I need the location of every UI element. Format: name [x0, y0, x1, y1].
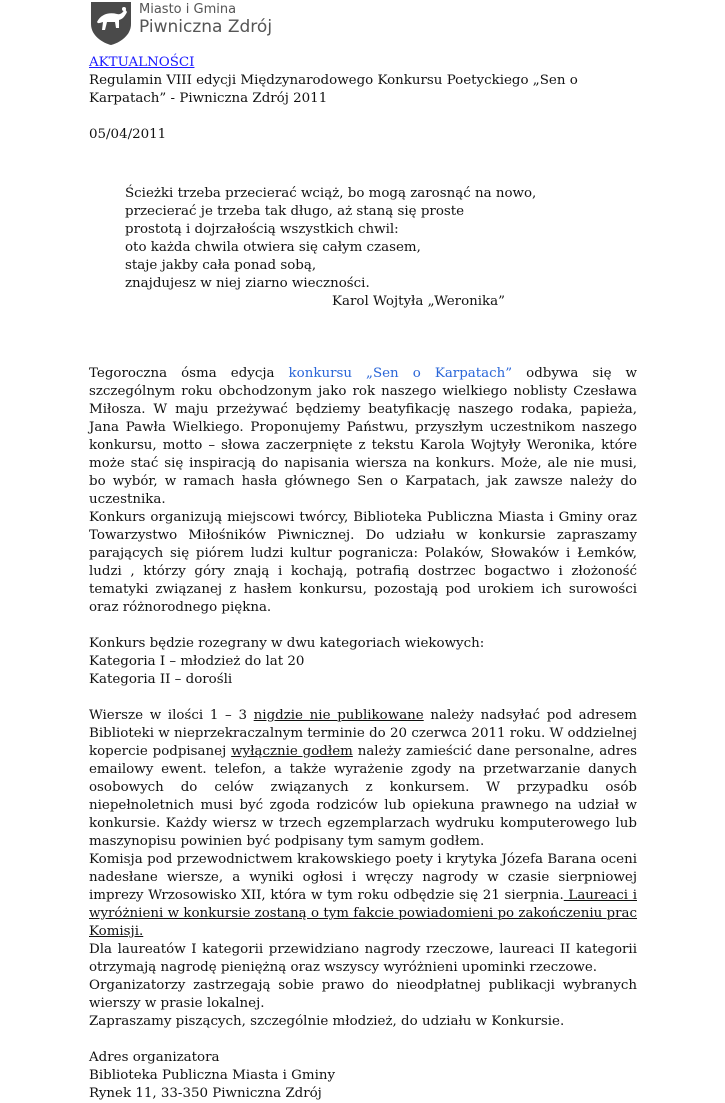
paragraph-text: należy zamieścić dane personalne, adres emailowy ewent. telefon, a także wyrażenie zgody na przetwarzanie danych osobowych do celów związanych z konkursem. W przypadku osób niepełnoletnich musi być zgoda rodziców lub opiekuna prawnego na udział w konkursie. Każdy wiersz w trzech egzemplarzach wydruku komputerowego lub maszynopisu powinien być podpisany tym samym godłem. — [89, 744, 637, 849]
poem-line: znajdujesz w niej ziarno wieczności. — [125, 276, 370, 291]
paragraph-intro — [89, 365, 637, 509]
category-link[interactable]: AKTUALNOŚCI — [89, 55, 195, 70]
underlined-text: nigdzie nie publikowane — [253, 708, 424, 723]
article-date: 05/04/2011 — [89, 127, 167, 142]
article-title: Regulamin VIII edycji Międzynarodowego Konkursu Poetyckiego „Sen o Karpatach” - Piwniczna Zdrój 2011 — [89, 73, 578, 106]
paragraph-jury — [89, 851, 637, 941]
poem-line: Ścieżki trzeba przecierać wciąż, bo mogą zarosnąć na nowo, — [125, 186, 537, 201]
category-item: Kategoria I – młodzież do lat 20 — [89, 654, 305, 669]
logo-text-line1: Miasto i Gmina — [139, 2, 237, 17]
underlined-text: Laureaci i wyróżnieni w konkursie zostaną o tym fakcie powiadomieni po zakończeniu prac Komisji. — [89, 888, 637, 939]
address-line: Rynek 11, 33-350 Piwniczna Zdrój — [89, 1086, 322, 1101]
poem-line: prostotą i dojrzałością wszystkich chwil: — [125, 222, 399, 237]
site-logo[interactable] — [89, 0, 273, 46]
paragraph-invitation: Zapraszamy piszących, szczególnie młodzież, do udziału w Konkursie. — [89, 1014, 565, 1029]
paragraph-prizes: Dla laureatów I kategorii przewidziano nagrody rzeczowe, laureaci II kategorii otrzymają nagrodę pieniężną oraz wszyscy wyróżnieni upominki rzeczowe. — [89, 942, 637, 975]
paragraph-organizers: Konkurs organizują miejscowi twórcy, Biblioteka Publiczna Miasta i Gminy oraz Towarzystwo Miłośników Piwnicznej. Do udziału w konkursie zapraszamy parających się piórem ludzi kultur pogranicza: Polaków, Słowaków i Łemków, ludzi , którzy góry znają i kochają, potrafią dostrzec bogactwo i złożoność tematyki związanej z hasłem konkursu, pozostają pod urokiem ich surowości oraz różnorodnego piękna. — [89, 510, 637, 615]
paragraph-text: Komisja pod przewodnictwem krakowskiego poety i krytyka Józefa Barana oceni nadesłane wiersze, a wyniki ogłosi i wręczy nagrody w czasie sierpniowej imprezy Wrzosowisko XII, która w tym roku odbędzie się 21 sierpnia. — [89, 852, 637, 903]
categories-intro: Konkurs będzie rozegrany w dwu kategoriach wiekowych: — [89, 636, 485, 651]
poem-line: staje jakby cała ponad sobą, — [125, 258, 317, 273]
poem-author: Karol Wojtyła „Weronika” — [332, 294, 505, 309]
poem-motto — [125, 185, 537, 311]
paragraph-text: należy nadsyłać pod adresem Biblioteki w nieprzekraczalnym terminie do 20 czerwca 2011 roku. W oddzielnej kopercie podpisanej — [89, 708, 637, 759]
poem-line: przecierać je trzeba tak długo, aż staną się proste — [125, 204, 465, 219]
paragraph-rights: Organizatorzy zastrzegają sobie prawo do nieodpłatnej publikacji wybranych wierszy w prasie lokalnej. — [89, 978, 637, 1011]
underlined-text: wyłącznie godłem — [231, 744, 353, 759]
contest-link[interactable]: konkursu „Sen o Karpatach” — [288, 366, 513, 381]
article — [89, 54, 637, 1103]
paragraph-text: Wiersze w ilości 1 – 3 — [89, 708, 254, 723]
logo-text-line2: Piwniczna Zdrój — [139, 17, 273, 37]
paragraph-text: Tegoroczna ósma edycja — [89, 366, 289, 381]
paragraph-text: odbywa się w szczególnym roku obchodzonym jako rok naszego wielkiego noblisty Czesława Miłosza. W maju przeżywać będziemy beatyfikację naszego rodaka, papieża, Jana Pawła Wielkiego. Proponujemy Państwu, przyszłym uczestnikom naszego konkursu, motto – słowa zaczerpnięte z tekstu Karola Wojtyły Weronika, które może stać się inspiracją do napisania wiersza na konkurs. Może, ale nie musi, bo wybór, w ramach hasła głównego Sen o Karpatach, jak zawsze należy do uczestnika. — [89, 366, 637, 507]
category-item: Kategoria II – dorośli — [89, 672, 233, 687]
paragraph-submission — [89, 707, 637, 851]
poem-line: oto każda chwila otwiera się całym czasem, — [125, 240, 421, 255]
coat-of-arms-icon — [89, 0, 133, 46]
address-title: Adres organizatora — [89, 1050, 220, 1065]
address-line: Biblioteka Publiczna Miasta i Gminy — [89, 1068, 336, 1083]
